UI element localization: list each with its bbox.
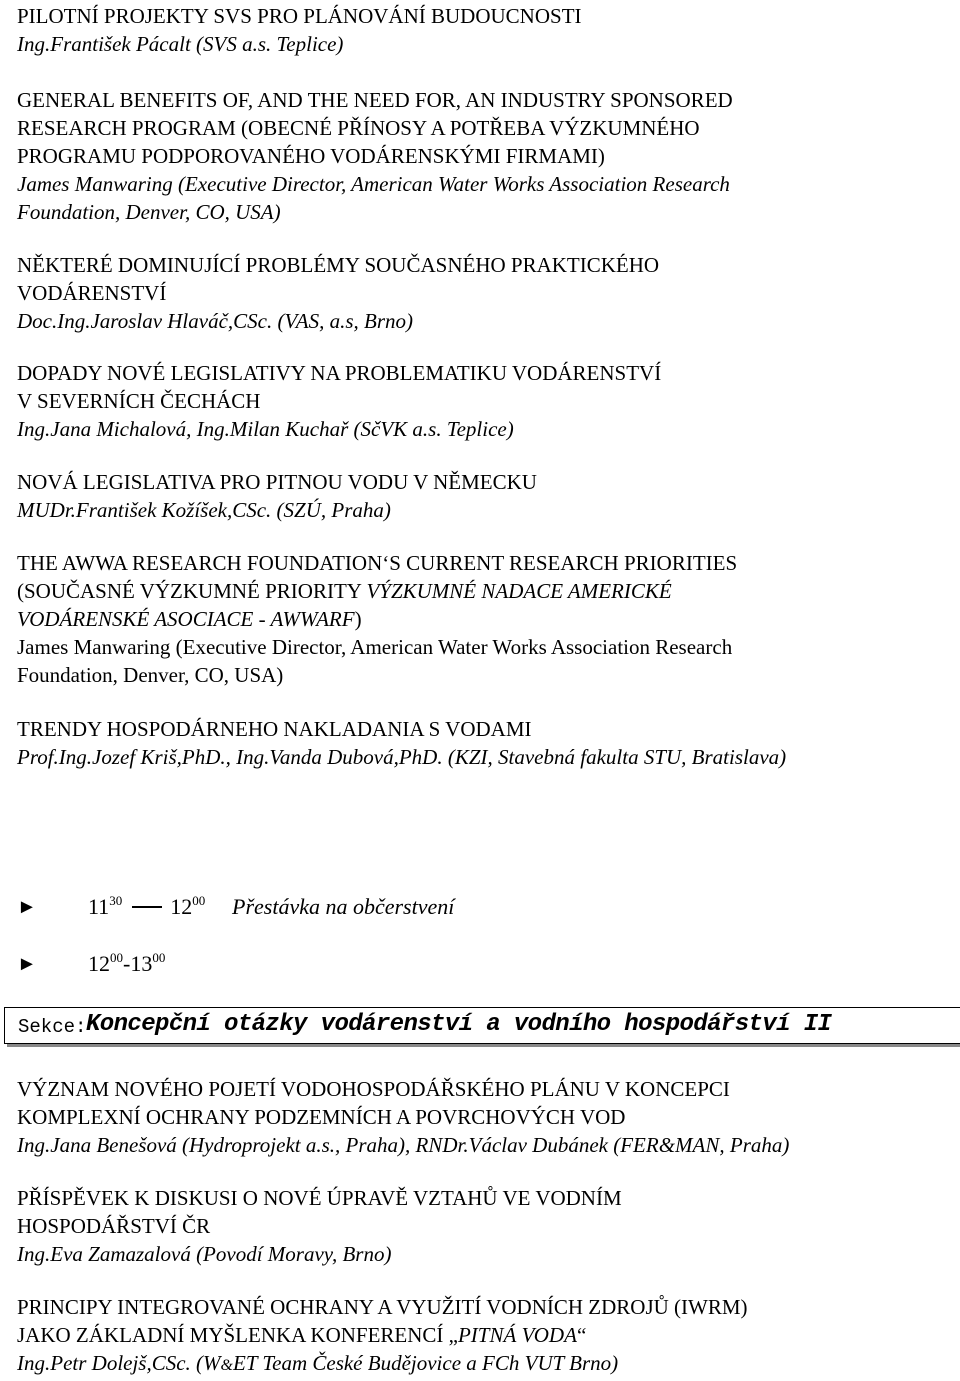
talk-author-part: & <box>220 1357 233 1374</box>
talk-title: PRINCIPY INTEGROVANÉ OCHRANY A VYUŽITÍ VODNÍCH ZDROJŮ (IWRM) <box>17 1295 748 1319</box>
talk-title-mixed <box>17 1321 952 1349</box>
talk-item <box>17 1293 952 1380</box>
talk-title: RESEARCH PROGRAM (OBECNÉ PŘÍNOSY A POTŘEBA VÝZKUMNÉHO <box>17 116 700 140</box>
section-label: Sekce: <box>18 1016 87 1038</box>
time-end: 13 <box>130 951 153 976</box>
talk-title: PROGRAMU PODPOROVANÉHO VODÁRENSKÝMI FIRMAMI) <box>17 144 605 168</box>
talk-author: Prof.Ing.Jozef Kriš,PhD., Ing.Vanda Dubová,PhD. (KZI, Stavebná fakulta STU, Bratislava) <box>17 745 787 769</box>
talk-author: Foundation, Denver, CO, USA) <box>17 200 281 224</box>
time-start-minutes: 00 <box>110 950 123 965</box>
schedule-time: $12^{00}-13^{00}$ <box>88 950 166 976</box>
talk-title: GENERAL BENEFITS OF, AND THE NEED FOR, AN INDUSTRY SPONSORED <box>17 88 733 112</box>
schedule-row-session <box>17 950 952 984</box>
talk-author: Ing.Eva Zamazalová (Povodí Moravy, Brno) <box>17 1242 392 1266</box>
talk-author: Ing.Jana Michalová, Ing.Milan Kuchař (SčVK a.s. Teplice) <box>17 417 514 441</box>
talk-author: MUDr.František Kožíšek,CSc. (SZÚ, Praha) <box>17 498 391 522</box>
talk-title-italic: PITNÁ VODA <box>457 1323 577 1347</box>
talk-title-plain: “ <box>576 1323 587 1347</box>
programme-header <box>17 2 952 58</box>
arrow-right-icon: ► <box>17 896 37 918</box>
talk-author: Ing.Jana Benešová (Hydroprojekt a.s., Praha), RNDr.Václav Dubánek (FER&MAN, Praha) <box>17 1133 790 1157</box>
time-end: 12 <box>170 894 193 919</box>
talk-item <box>17 1184 952 1268</box>
talk-title: TRENDY HOSPODÁRNEHO NAKLADANIA S VODAMI <box>17 717 532 741</box>
talk-title: NOVÁ LEGISLATIVA PRO PITNOU VODU V NĚMECKU <box>17 470 537 494</box>
talk-item <box>17 715 952 771</box>
talk-title: HOSPODÁŘSTVÍ ČR <box>17 1214 211 1238</box>
header-title: PILOTNÍ PROJEKTY SVS PRO PLÁNOVÁNÍ BUDOUCNOSTI <box>17 4 582 28</box>
talk-title: DOPADY NOVÉ LEGISLATIVY NA PROBLEMATIKU VODÁRENSTVÍ <box>17 361 662 385</box>
section-name: Koncepční otázky vodárenství a vodního hospodářství II <box>86 1011 832 1038</box>
time-start-minutes: 30 <box>109 893 123 908</box>
section-banner <box>4 1007 960 1044</box>
talk-title: PŘÍSPĚVEK K DISKUSI O NOVÉ ÚPRAVĚ VZTAHŮ VE VODNÍM <box>17 1186 622 1210</box>
talk-author: James Manwaring (Executive Director, American Water Works Association Research <box>17 635 733 659</box>
arrow-right-icon: ► <box>17 953 37 975</box>
talk-item <box>17 468 952 524</box>
talk-title-plain: (SOUČASNÉ VÝZKUMNÉ PRIORITY <box>17 579 367 603</box>
talk-title-italic: VÝZKUMNÉ NADACE AMERICKÉ <box>366 579 672 603</box>
talk-title: NĚKTERÉ DOMINUJÍCÍ PROBLÉMY SOUČASNÉHO PRAKTICKÉHO <box>17 253 660 277</box>
talk-title: THE AWWA RESEARCH FOUNDATION‘S CURRENT RESEARCH PRIORITIES <box>17 551 738 575</box>
schedule-time <box>88 893 205 921</box>
talk-author: James Manwaring (Executive Director, American Water Works Association Research <box>17 172 730 196</box>
time-dash <box>132 906 162 908</box>
talk-author: Doc.Ing.Jaroslav Hlaváč,CSc. (VAS, a.s, Brno) <box>17 309 413 333</box>
schedule-row-break <box>17 893 952 927</box>
talk-title-italic: VODÁRENSKÉ ASOCIACE - AWWARF <box>17 607 355 631</box>
time-start: 11 <box>88 894 110 919</box>
talk-item <box>17 549 952 689</box>
talk-title: VÝZNAM NOVÉHO POJETÍ VODOHOSPODÁŘSKÉHO PLÁNU V KONCEPCI <box>17 1077 730 1101</box>
talk-title-mixed <box>17 605 952 633</box>
time-end-minutes: 00 <box>152 950 166 965</box>
header-author: Ing.František Pácalt (SVS a.s. Teplice) <box>17 32 344 56</box>
talk-title-mixed <box>17 577 952 605</box>
talk-title: VODÁRENSTVÍ <box>17 281 167 305</box>
talk-item <box>17 359 952 443</box>
talk-item <box>17 1075 952 1159</box>
talk-author-part: ET Team České Budějovice a FCh VUT Brno) <box>233 1351 619 1375</box>
talk-author-part: Ing.Petr Dolejš,CSc. (W <box>17 1351 221 1375</box>
talk-author-mixed <box>17 1349 952 1380</box>
schedule-label: Přestávka na občerstvení <box>232 894 455 919</box>
talk-title-plain: JAKO ZÁKLADNÍ MYŠLENKA KONFERENCÍ „ <box>17 1323 458 1347</box>
talk-author: Foundation, Denver, CO, USA) <box>17 663 284 687</box>
time-start: 12 <box>88 951 110 976</box>
talk-title: V SEVERNÍCH ČECHÁCH <box>17 389 261 413</box>
talk-item <box>17 86 952 226</box>
talk-title-plain: ) <box>354 607 362 631</box>
time-end-minutes: 00 <box>192 893 206 908</box>
talk-title: KOMPLEXNÍ OCHRANY PODZEMNÍCH A POVRCHOVÝCH VOD <box>17 1105 626 1129</box>
talk-item <box>17 251 952 335</box>
